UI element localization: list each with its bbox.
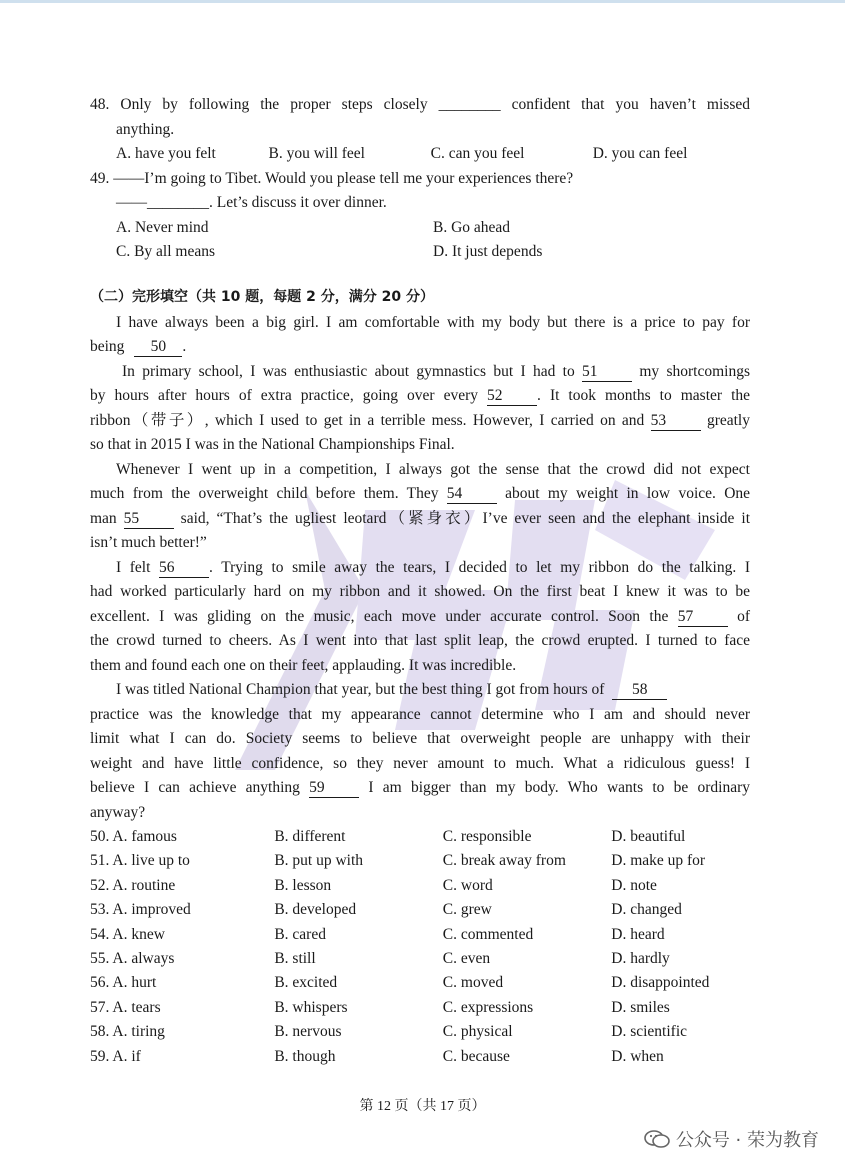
paragraph-3-line: [90, 507, 750, 532]
question-48-options: [90, 142, 750, 167]
paragraph-1-line: [90, 335, 750, 360]
text: much from the overweight child before them. They: [90, 485, 439, 502]
blank-54: 54: [447, 485, 497, 504]
paragraph-5-line: practice was the knowledge that my appearance cannot determine who I am and should never: [90, 705, 750, 723]
options-row-52: [90, 874, 750, 898]
question-49-response: ——________. Let’s discuss it over dinner.: [116, 194, 387, 211]
paragraph-5-line: weight and have little confidence, so they never amount to much. What a ridiculous guess! I: [90, 754, 750, 772]
option-d: D. you can feel: [592, 145, 688, 162]
option-c: C. commented: [442, 925, 534, 943]
options-row-51: [90, 849, 750, 873]
option-b: B. different: [274, 828, 346, 845]
page-footer: 第 12 页（共 17 页）: [359, 1099, 486, 1114]
paragraph-3-line: [90, 482, 750, 507]
paragraph-2-line: [90, 409, 750, 434]
question-48: [90, 93, 750, 167]
option-b: B. lesson: [274, 876, 332, 894]
text: I felt: [116, 558, 151, 576]
blank-55: 55: [124, 510, 174, 529]
option-b: B. developed: [274, 901, 357, 919]
option-d: D. hardly: [611, 950, 670, 968]
option-d: D. beautiful: [611, 828, 686, 845]
option-b: B. excited: [274, 974, 338, 992]
option-d: D. changed: [611, 901, 682, 919]
text: . It took months to master the: [537, 387, 751, 404]
blank-56: 56: [159, 559, 209, 578]
option-d: D. scientific: [611, 1023, 688, 1041]
options-row-56: [90, 971, 750, 995]
option-c: C. can you feel: [430, 145, 525, 162]
option-b: B. nervous: [274, 1023, 342, 1041]
text: I am bigger than my body. Who wants to be ordinary: [368, 779, 751, 796]
paragraph-3-line: Whenever I went up in a competition, I always got the sense that the crowd did not expect: [116, 460, 750, 478]
options-row-50: [90, 825, 750, 849]
text: my shortcomings: [639, 362, 750, 380]
paragraph-4-line: the crowd turned to cheers. As I went into that last split leap, the crowd erupted. I turned to face: [90, 632, 750, 649]
question-49-options-row2: [90, 240, 750, 265]
option-a: 56. A. hurt: [90, 974, 157, 992]
paragraph-5-line: [90, 776, 750, 801]
paragraph-4-line: [90, 605, 750, 630]
option-b: B. you will feel: [268, 145, 365, 162]
option-d: D. when: [611, 1047, 664, 1065]
option-c: C. because: [442, 1047, 510, 1065]
wechat-badge: [644, 1126, 819, 1152]
option-c: C. break away from: [442, 852, 566, 870]
option-b: B. still: [274, 950, 316, 968]
cloze-passage: [90, 311, 750, 826]
paragraph-4-line: them and found each one on their feet, applauding. It was incredible.: [90, 656, 517, 674]
option-d: D. disappointed: [611, 974, 710, 992]
paragraph-5-line: limit what I can do. Society seems to believe that overweight people are unhappy with their: [90, 730, 750, 747]
option-b: B. whispers: [274, 998, 348, 1016]
blank-51: 51: [582, 363, 632, 382]
option-a: 50. A. famous: [90, 828, 177, 845]
option-b: B. though: [274, 1047, 336, 1065]
option-a: 58. A. tiring: [90, 1023, 165, 1041]
paragraph-5-line: [90, 678, 750, 703]
text: .: [182, 338, 187, 355]
wechat-icon: [644, 1129, 670, 1149]
option-b: B. cared: [274, 925, 326, 943]
option-a: 54. A. knew: [90, 925, 165, 943]
blank-50: 50: [134, 338, 182, 357]
option-b: B. put up with: [274, 852, 364, 870]
text: ribbon（带子）, which I used to get in a terrible mess. However, I carried on and: [90, 411, 645, 429]
option-d: D. smiles: [611, 998, 670, 1016]
option-d: D. make up for: [611, 852, 706, 870]
paragraph-3-line: isn’t much better!”: [90, 534, 207, 551]
blank-58: 58: [612, 681, 667, 700]
paragraph-2-line: so that in 2015 I was in the National Championships Final.: [90, 436, 455, 453]
option-c: C. word: [442, 876, 493, 894]
option-c: C. even: [442, 950, 491, 968]
paragraph-1-line: I have always been a big girl. I am comfortable with my body but there is a price to pay for: [116, 313, 750, 331]
option-c: C. physical: [442, 1023, 513, 1041]
text: greatly: [706, 411, 750, 429]
text: being: [90, 338, 125, 355]
text: . Trying to smile away the tears, I decided to let my ribbon do the talking. I: [209, 558, 750, 576]
options-row-55: [90, 947, 750, 971]
option-c: C. grew: [442, 901, 492, 919]
question-49-options-row1: [90, 216, 750, 241]
blank-57: 57: [678, 608, 728, 627]
blank-53: 53: [651, 412, 701, 431]
blank-52: 52: [487, 387, 537, 406]
text: excellent. I was gliding on the music, each move under accurate control. Soon the: [90, 607, 669, 625]
text: believe I can achieve anything: [90, 779, 300, 796]
text: In primary school, I was enthusiastic about gymnastics but I had to: [122, 362, 575, 380]
badge-text: 公众号 · 荣为教育: [675, 1130, 819, 1151]
paragraph-4-line: had worked particularly hard on my ribbon and it showed. On the first beat I knew it was to be: [90, 583, 750, 600]
option-c: C. moved: [442, 974, 504, 992]
question-48-stem: 48. Only by following the proper steps closely ________ confident that you haven’t missed: [90, 96, 750, 113]
option-a: 57. A. tears: [90, 998, 161, 1016]
paragraph-4-line: [90, 556, 750, 581]
text: man: [90, 509, 117, 527]
text: said, “That’s the ugliest leotard（紧身衣）I’ve ever seen and the elephant inside it: [180, 509, 750, 527]
option-a: 51. A. live up to: [90, 852, 190, 870]
options-row-58: [90, 1020, 750, 1044]
question-49-stem: 49. ——I’m going to Tibet. Would you please tell me your experiences there?: [90, 169, 574, 187]
blank-59: 59: [309, 779, 359, 798]
cloze-options: [90, 825, 750, 1069]
paragraph-5-line: anyway?: [90, 803, 146, 821]
options-row-59: [90, 1045, 750, 1069]
option-a: 55. A. always: [90, 950, 175, 968]
section-title: （二）完形填空（共 10 题，每题 2 分，满分 20 分）: [90, 288, 434, 305]
options-row-53: [90, 898, 750, 922]
options-row-54: [90, 923, 750, 947]
exam-page: [90, 93, 750, 1069]
options-row-57: [90, 996, 750, 1020]
text: of: [737, 607, 751, 625]
text: about my weight in low voice. One: [505, 485, 751, 502]
option-a: A. Never mind: [116, 218, 209, 236]
option-d: D. It just depends: [433, 243, 543, 260]
text: I was titled National Champion that year, but the best thing I got from hours of: [116, 681, 605, 698]
option-a: 53. A. improved: [90, 901, 191, 919]
top-border: [0, 0, 845, 3]
option-c: C. By all means: [116, 243, 216, 260]
option-d: D. heard: [611, 925, 665, 943]
question-48-stem-continued: anything.: [116, 120, 175, 138]
paragraph-2-line: [90, 384, 750, 409]
option-c: C. expressions: [442, 998, 534, 1016]
option-c: C. responsible: [442, 828, 532, 845]
option-a: A. have you felt: [116, 145, 216, 162]
text: by hours after hours of extra practice, going over every: [90, 387, 479, 404]
question-49: [90, 167, 750, 265]
option-d: D. note: [611, 876, 657, 894]
paragraph-2-line: [90, 360, 750, 385]
option-b: B. Go ahead: [433, 218, 511, 236]
option-a: 59. A. if: [90, 1047, 141, 1065]
option-a: 52. A. routine: [90, 876, 176, 894]
